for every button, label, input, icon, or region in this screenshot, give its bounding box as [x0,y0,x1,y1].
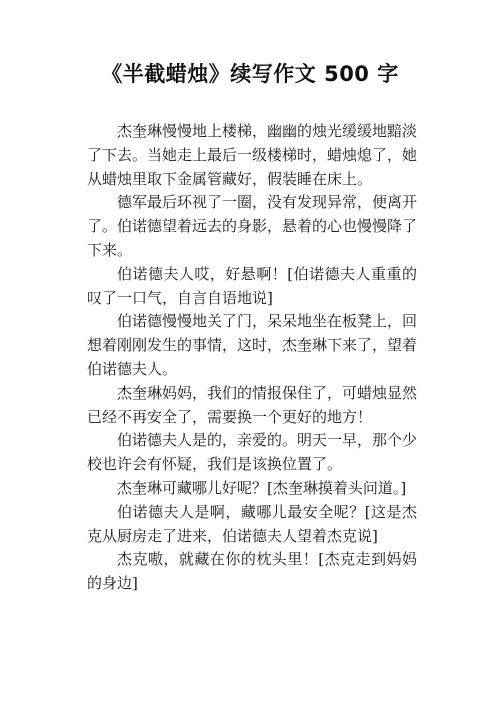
paragraph: 德军最后环视了一圈，没有发现异常，便离开了。伯诺德望着远去的身影，悬着的心也慢慢降了下来。 [87,193,418,259]
paragraph: 杰克嗷，就藏在你的枕头里！[杰克走到妈妈的身边] [87,550,417,593]
document-title: 《半截蜡烛》续写作文 500 字 [101,62,399,86]
paragraph: 伯诺德慢慢地关了门，呆呆地坐在板凳上，回想着刚刚发生的事情，这时，杰奎琳下来了，望着伯诺德夫人。 [87,312,418,378]
paragraph: 杰奎琳可藏哪儿好呢？[杰奎琳摸着头问道。] [117,478,407,497]
paragraph: 杰奎琳慢慢地上楼梯，幽幽的烛光缓缓地黯淡了下去。当她走上最后一级楼梯时，蜡烛熄了，她从蜡烛里取下金属管藏好，假装睡在床上。 [87,122,418,188]
document-body [87,120,417,596]
paragraph: 伯诺德夫人哎，好悬啊！[伯诺德夫人重重的叹了一口气，自言自语地说] [87,264,417,307]
paragraph: 杰奎琳妈妈，我们的情报保住了，可蜡烛显然已经不再安全了，需要换一个更好的地方！ [87,383,418,426]
paragraph: 伯诺德夫人是啊，藏哪儿最安全呢？[这是杰克从厨房走了进来，伯诺德夫人望着杰克说] [87,502,417,545]
paragraph: 伯诺德夫人是的，亲爱的。明天一早，那个少校也许会有怀疑，我们是该换位置了。 [87,431,418,474]
